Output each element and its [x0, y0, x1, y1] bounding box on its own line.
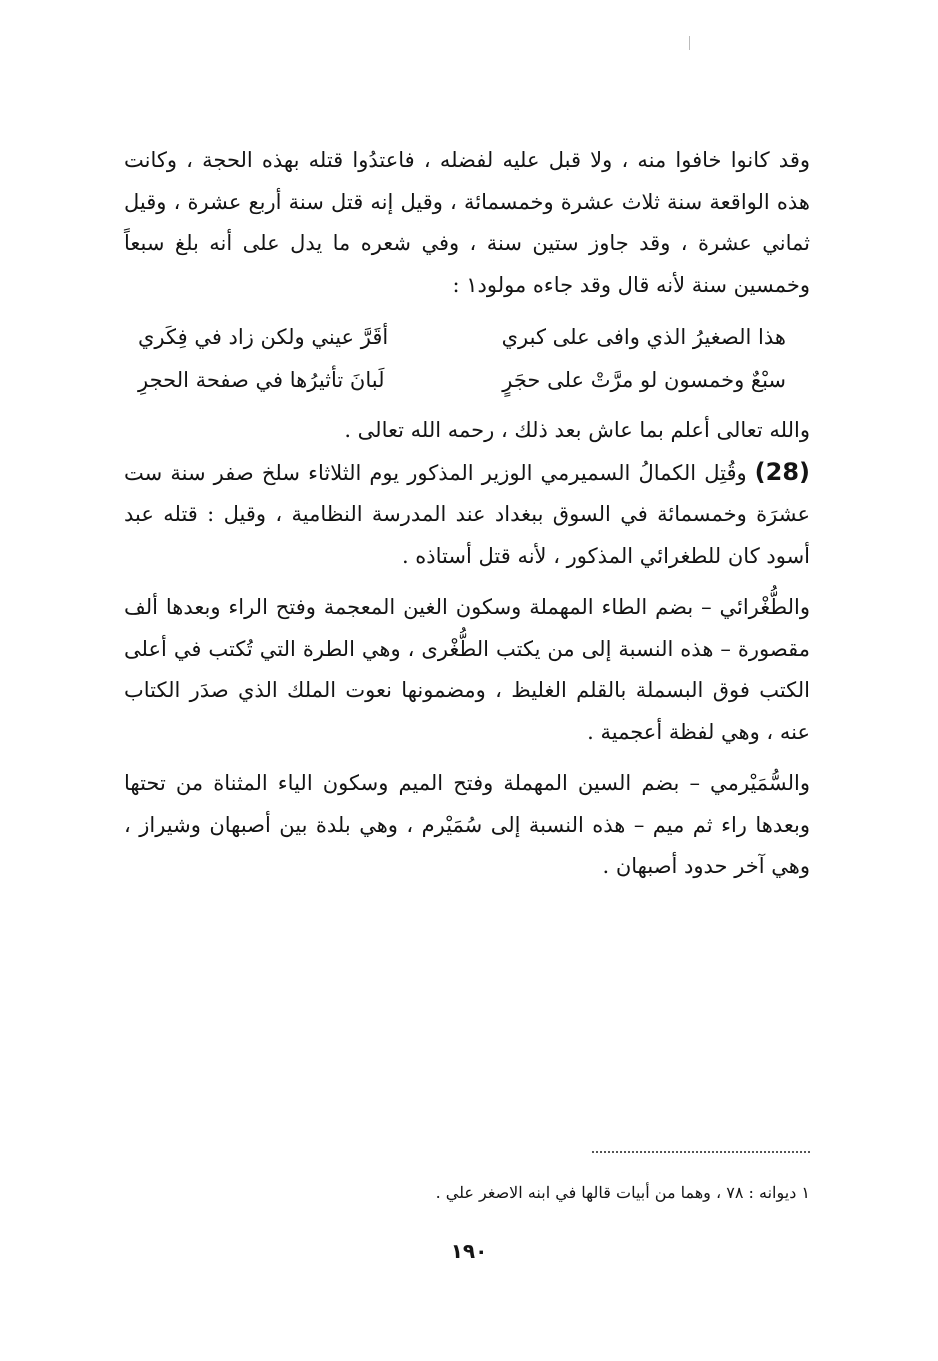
paragraph-sumayrami-note: والسُّمَيْرمي – بضم السين المهملة وفتح الميم وسكون الياء المثناة من تحتها وبعدها راء ثم ميم – هذه النسبة إلى سُمَيْرم ، وهي بلدة بين أصبهان وشيراز ، وهي آخر حدود أصبهان .: [124, 771, 810, 878]
verse-1-second-hemistich: أقَرَّ عيني ولكن زاد في فِكَري: [138, 325, 389, 349]
page-number: ١٩٠: [450, 1239, 488, 1263]
paragraph-entry-28: [124, 452, 810, 578]
paragraph-tughrai-note: والطُّغْرائي – بضم الطاء المهملة وسكون الغين المعجمة وفتح الراء وبعدها ألف مقصورة – هذه النسبة إلى من يكتب الطُّغْرى ، وهي الطرة التي تُكتب في أعلى الكتب فوق البسملة بالقلم الغليظ ، ومضمونها نعوت الملك الذي صدَر الكتاب عنه ، وهي لفظة أعجمية .: [124, 595, 810, 744]
entry-28-text: وقُتِل الكمالُ السميرمي الوزير المذكور يوم الثلاثاء سلخ صفر سنة ست عشرَة وخمسمائة في السوق ببغداد عند المدرسة النظامية ، وقيل : قتله عبد أسود كان للطغرائي المذكور ، لأنه قتل أستاذه .: [124, 460, 810, 568]
poem-block: [124, 316, 810, 402]
verse-1-first-hemistich: هذا الصغيرُ الذي وافى على كبري: [501, 325, 786, 349]
main-text-block: [124, 140, 810, 888]
verse-2-first-hemistich: سبْعٌ وخمسون لو مرَّتْ على حجَرٍ: [502, 368, 786, 392]
poem-verse-2: [138, 359, 786, 402]
scan-artifact-mark: [689, 36, 690, 50]
footnote-divider: [592, 1151, 810, 1153]
footnote: ١ ديوانه : ٧٨ ، وهما من أبيات قالها في ابنه الاصغر علي .: [435, 1183, 810, 1202]
poem-verse-1: [138, 316, 786, 359]
paragraph-closing-remark: والله تعالى أعلم بما عاش بعد ذلك ، رحمه الله تعالى .: [344, 418, 810, 442]
paragraph-opening: وقد كانوا خافوا منه ، ولا قبل عليه لفضله ، فاعتدُوا قتله بهذه الحجة ، وكانت هذه الواقعة سنة ثلاث عشرة وخمسمائة ، وقيل إنه قتل سنة أربع عشرة ، وقيل ثماني عشرة ، وقد جاوز ستين سنة ، وفي شعره ما يدل على أنه بلغ سبعاً وخمسين سنة لأنه قال وقد جاءه مولود١ :: [124, 148, 810, 297]
verse-2-second-hemistich: لَبانَ تأثيرُها في صفحة الحجرِ: [138, 368, 385, 392]
entry-number: (28): [754, 457, 810, 486]
